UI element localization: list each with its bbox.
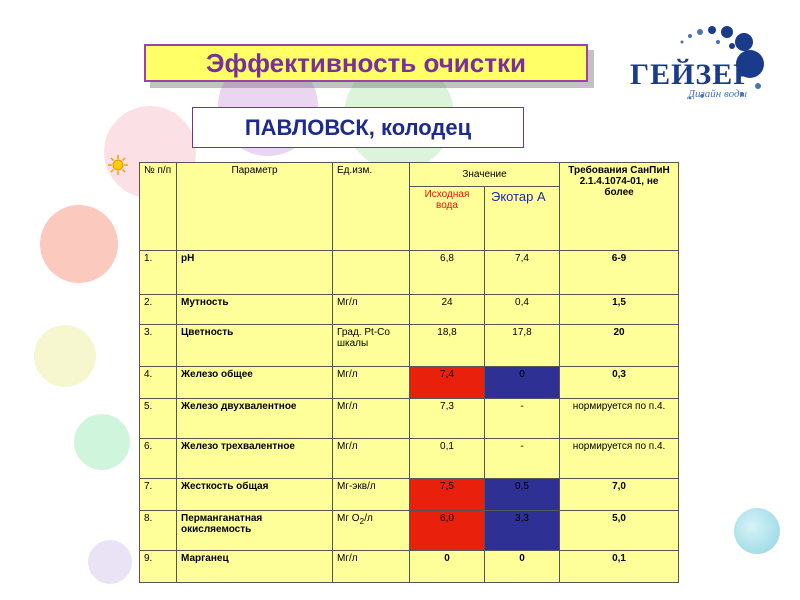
- row-requirement: 5,0: [560, 511, 679, 551]
- row-ekotar-value: -: [485, 439, 560, 479]
- row-source-value: 24: [410, 295, 485, 325]
- row-param: Жесткость общая: [177, 479, 333, 511]
- row-param: Мутность: [177, 295, 333, 325]
- row-ekotar-value: 0,4: [485, 295, 560, 325]
- results-table: [139, 162, 679, 583]
- table-row: [140, 399, 679, 439]
- header-requirements: Требования СанПиН 2.1.4.1074-01, не более: [560, 163, 679, 251]
- decor-circle-lavender: [88, 540, 132, 584]
- row-unit: Мг $О_2/л$: [333, 511, 410, 551]
- row-unit: Мг/л: [333, 399, 410, 439]
- row-ekotar-value: 0,5: [485, 479, 560, 511]
- header-source: Исходная вода: [410, 187, 485, 251]
- row-source-value: 7,3: [410, 399, 485, 439]
- row-param: рН: [177, 251, 333, 295]
- row-requirement: 0,1: [560, 551, 679, 583]
- row-num: 6.: [140, 439, 177, 479]
- row-ekotar-value: -: [485, 399, 560, 439]
- header-param: Параметр: [177, 163, 333, 251]
- row-requirement: нормируется по п.4.: [560, 399, 679, 439]
- row-num: 8.: [140, 511, 177, 551]
- row-source-value: 0: [410, 551, 485, 583]
- header-unit: Ед.изм.: [333, 163, 410, 251]
- row-requirement: 20: [560, 325, 679, 367]
- row-param: Перманганатная окисляемость: [177, 511, 333, 551]
- row-requirement: 7,0: [560, 479, 679, 511]
- row-unit: Мг/л: [333, 295, 410, 325]
- table-row: [140, 439, 679, 479]
- decor-circle-salmon: [40, 205, 118, 283]
- decor-circle-mint: [74, 414, 130, 470]
- row-num: 9.: [140, 551, 177, 583]
- sun-icon: [108, 155, 128, 175]
- row-num: 2.: [140, 295, 177, 325]
- row-source-value: 7,5: [410, 479, 485, 511]
- row-num: 7.: [140, 479, 177, 511]
- row-source-value: 18,8: [410, 325, 485, 367]
- location-title: ПАВЛОВСК, колодец: [192, 107, 524, 148]
- decor-circle-aqua: [734, 508, 780, 554]
- table-row: [140, 511, 679, 551]
- table-row: [140, 325, 679, 367]
- row-ekotar-value: 17,8: [485, 325, 560, 367]
- table-row: [140, 251, 679, 295]
- row-source-value: 0,1: [410, 439, 485, 479]
- row-num: 1.: [140, 251, 177, 295]
- row-source-value: 7,4: [410, 367, 485, 399]
- row-requirement: 1,5: [560, 295, 679, 325]
- row-ekotar-value: 0: [485, 367, 560, 399]
- row-unit: [333, 251, 410, 295]
- decor-circle-yellow: [34, 325, 96, 387]
- row-requirement: нормируется по п.4.: [560, 439, 679, 479]
- row-param: Железо трехвалентное: [177, 439, 333, 479]
- logo-name: ГЕЙЗЕР: [630, 58, 753, 91]
- row-ekotar-value: 7,4: [485, 251, 560, 295]
- header-ekotar: Экотар А: [485, 187, 560, 251]
- row-num: 4.: [140, 367, 177, 399]
- row-ekotar-value: 3,3: [485, 511, 560, 551]
- page-title: Эффективность очистки: [144, 44, 588, 82]
- row-param: Железо двухвалентное: [177, 399, 333, 439]
- table-row: [140, 551, 679, 583]
- row-ekotar-value: 0: [485, 551, 560, 583]
- row-param: Железо общее: [177, 367, 333, 399]
- row-requirement: 0,3: [560, 367, 679, 399]
- row-unit: Мг-экв/л: [333, 479, 410, 511]
- row-unit: Мг/л: [333, 367, 410, 399]
- row-source-value: 6,0: [410, 511, 485, 551]
- row-unit: Мг/л: [333, 551, 410, 583]
- row-unit: Мг/л: [333, 439, 410, 479]
- header-num: № п/п: [140, 163, 177, 251]
- table-row: [140, 295, 679, 325]
- row-num: 5.: [140, 399, 177, 439]
- table-row: [140, 367, 679, 399]
- header-value: Значение: [410, 163, 560, 187]
- table-row: [140, 479, 679, 511]
- row-source-value: 6,8: [410, 251, 485, 295]
- row-param: Марганец: [177, 551, 333, 583]
- row-param: Цветность: [177, 325, 333, 367]
- row-num: 3.: [140, 325, 177, 367]
- row-unit: Град. Pt-Co шкалы: [333, 325, 410, 367]
- logo-tagline: Дизайн воды: [688, 88, 747, 100]
- row-requirement: 6-9: [560, 251, 679, 295]
